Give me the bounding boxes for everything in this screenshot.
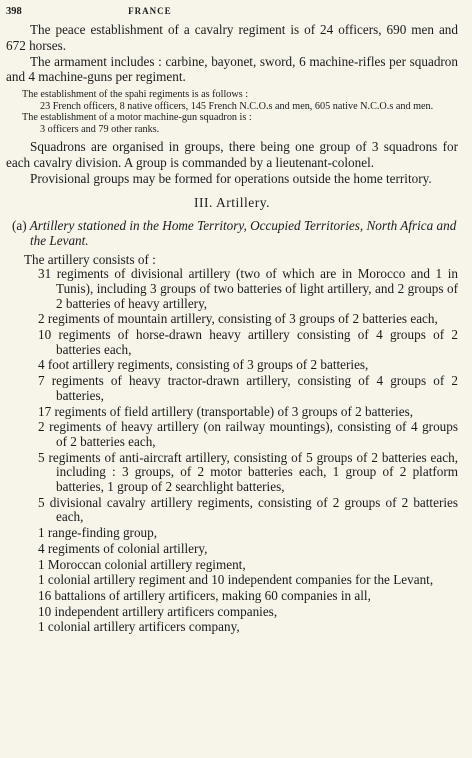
squadron-text [6, 139, 458, 186]
running-title: FRANCE [128, 6, 172, 16]
section-heading: III. Artillery. [194, 194, 270, 210]
list-item: 10 independent artillery artificers companies, [38, 603, 278, 619]
list-item: 31 regiments of divisional artillery (two of which are in Morocco and 1 in Tunis), including 3 groups of two batteries of light artillery, and 2 groups of 2 batteries of heavy artillery, [38, 266, 458, 311]
list-item: 4 regiments of colonial artillery, [38, 540, 208, 556]
small-print-line: The establishment of a motor machine-gun squadron is : [22, 112, 252, 124]
paragraph-peace-establishment: The peace establishment of a cavalry regiment is of 24 officers, 690 men and 672 horses. [6, 22, 458, 53]
list-intro: The artillery consists of : [24, 251, 156, 267]
list-item: 1 range-finding group, [38, 525, 158, 541]
list-item: 1 colonial artillery artificers company, [38, 619, 240, 635]
small-print-block [22, 89, 458, 135]
list-item: 1 colonial artillery regiment and 10 independent companies for the Levant, [38, 572, 434, 588]
paragraph-provisional-groups: Provisional groups may be formed for operations outside the home territory. [30, 170, 432, 186]
subsection-heading [6, 218, 458, 249]
list-item: 4 foot artillery regiments, consisting of 3 groups of 2 batteries, [38, 357, 369, 373]
subsection-label: (a) [12, 217, 27, 233]
paragraph-squadrons: Squadrons are organised in groups, there being one group of 3 squadrons for each cavalry division. A group is commanded by a lieutenant-colonel. [6, 139, 458, 170]
artillery-list [6, 267, 458, 635]
list-item: 17 regiments of field artillery (transportable) of 3 groups of 2 batteries, [38, 403, 413, 419]
small-print-line: 23 French officers, 8 native officers, 145 French N.C.O.s and men, 605 native N.C.O.s and men. [40, 100, 434, 112]
list-item: 5 regiments of anti-aircraft artillery, consisting of 5 groups of 2 batteries each, including : 3 groups, of 2 motor batteries each, 1 group of 2 platform batteries, 1 group of 2 searchlight batteries, [38, 449, 458, 495]
small-print-line: The establishment of the spahi regiments is as follows : [22, 89, 249, 101]
page-header [6, 6, 458, 22]
list-item: 10 regiments of horse-drawn heavy artillery consisting of 4 groups of 2 batteries each, [38, 326, 458, 357]
list-item: 1 Moroccan colonial artillery regiment, [38, 556, 246, 572]
list-item: 7 regiments of heavy tractor-drawn artillery, consisting of 4 groups of 2 batteries, [38, 373, 458, 403]
cavalry-text [6, 22, 458, 85]
list-item: 2 regiments of mountain artillery, consisting of 3 groups of 2 batteries each, [38, 311, 438, 327]
list-item: 16 battalions of artillery artificers, making 60 companies in all, [38, 587, 371, 603]
paragraph-armament: The armament includes : carbine, bayonet, sword, 6 machine-rifles per squadron and 4 machine-guns per regiment. [6, 53, 458, 85]
list-item: 2 regiments of heavy artillery (on railway mountings), consisting of 4 groups of 2 batteries each, [38, 419, 458, 449]
subsection-title: Artillery stationed in the Home Territory, Occupied Territories, North Africa and the Levant. [29, 217, 457, 249]
list-item: 5 divisional cavalry artillery regiments, consisting of 2 groups of 2 batteries each, [38, 494, 458, 525]
page-number: 398 [6, 6, 22, 17]
small-print-line: 3 officers and 79 other ranks. [40, 123, 160, 135]
